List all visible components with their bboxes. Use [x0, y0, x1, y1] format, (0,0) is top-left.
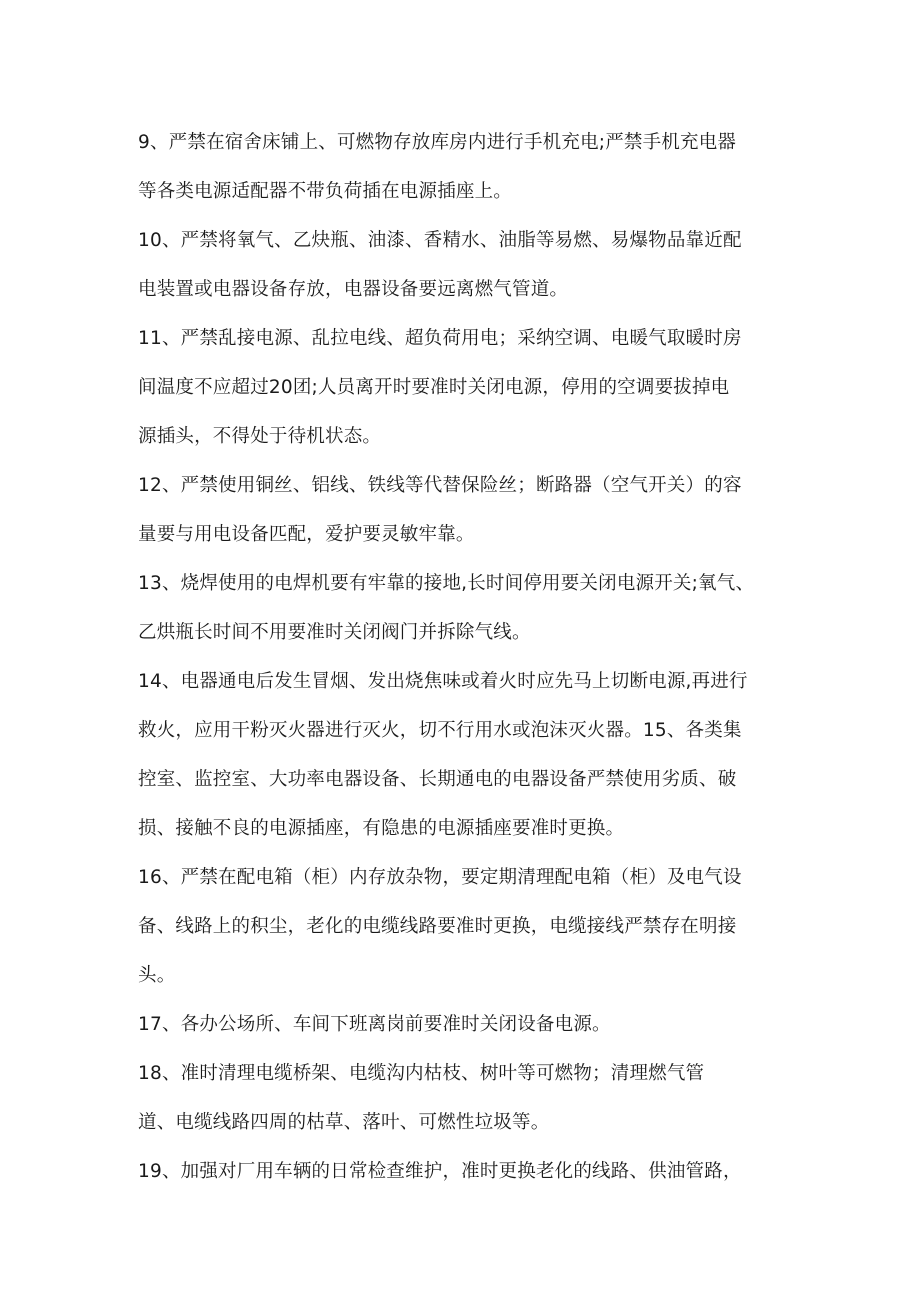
text-line: 间温度不应超过20团;人员离开时要准时关闭电源，停用的空调要拔掉电: [138, 377, 730, 398]
text-line: 19、加强对厂用车辆的日常检查维护，准时更换老化的线路、供油管路，: [138, 1161, 742, 1182]
document-body: [138, 118, 788, 1196]
text-line: 电装置或电器设备存放，电器设备要远离燃气管道。: [138, 279, 569, 300]
text-line: 头。: [138, 965, 176, 986]
text-line: 10、严禁将氧气、乙炔瓶、油漆、香精水、油脂等易燃、易爆物品靠近配: [138, 230, 742, 251]
text-line: 13、烧焊使用的电焊机要有牢靠的接地,长时间停用要关闭电源开关;氧气、: [138, 573, 755, 594]
text-line: 备、线路上的积尘，老化的电缆线路要准时更换，电缆接线严禁存在明接: [138, 916, 737, 937]
text-line: 11、严禁乱接电源、乱拉电线、超负荷用电；采纳空调、电暖气取暖时房: [138, 328, 742, 349]
text-line: 14、电器通电后发生冒烟、发出烧焦味或着火时应先马上切断电源,再进行: [138, 671, 748, 692]
text-line: 12、严禁使用铜丝、铝线、铁线等代替保险丝；断路器（空气开关）的容: [138, 475, 742, 496]
text-line: 等各类电源适配器不带负荷插在电源插座上。: [138, 181, 513, 202]
text-line: 道、电缆线路四周的枯草、落叶、可燃性垃圾等。: [138, 1112, 550, 1133]
text-line: 控室、监控室、大功率电器设备、长期通电的电器设备严禁使用劣质、破: [138, 769, 737, 790]
text-line: 救火，应用干粉灭火器进行灭火，切不行用水或泡沫灭火器。15、各类集: [138, 720, 742, 741]
text-line: 18、准时清理电缆桥架、电缆沟内枯枝、树叶等可燃物；清理燃气管: [138, 1063, 705, 1084]
text-line: 量要与用电设备匹配，爱护要灵敏牢靠。: [138, 524, 475, 545]
text-line: 17、各办公场所、车间下班离岗前要准时关闭设备电源。: [138, 1014, 611, 1035]
text-line: 损、接触不良的电源插座，有隐患的电源插座要准时更换。: [138, 818, 625, 839]
text-line: 16、严禁在配电箱（柜）内存放杂物，要定期清理配电箱（柜）及电气设: [138, 867, 742, 888]
text-line: 9、严禁在宿舍床铺上、可燃物存放库房内进行手机充电;严禁手机充电器: [138, 132, 737, 153]
text-line: 乙烘瓶长时间不用要准时关闭阀门并拆除气线。: [138, 622, 531, 643]
text-line: 源插头，不得处于待机状态。: [138, 426, 382, 447]
